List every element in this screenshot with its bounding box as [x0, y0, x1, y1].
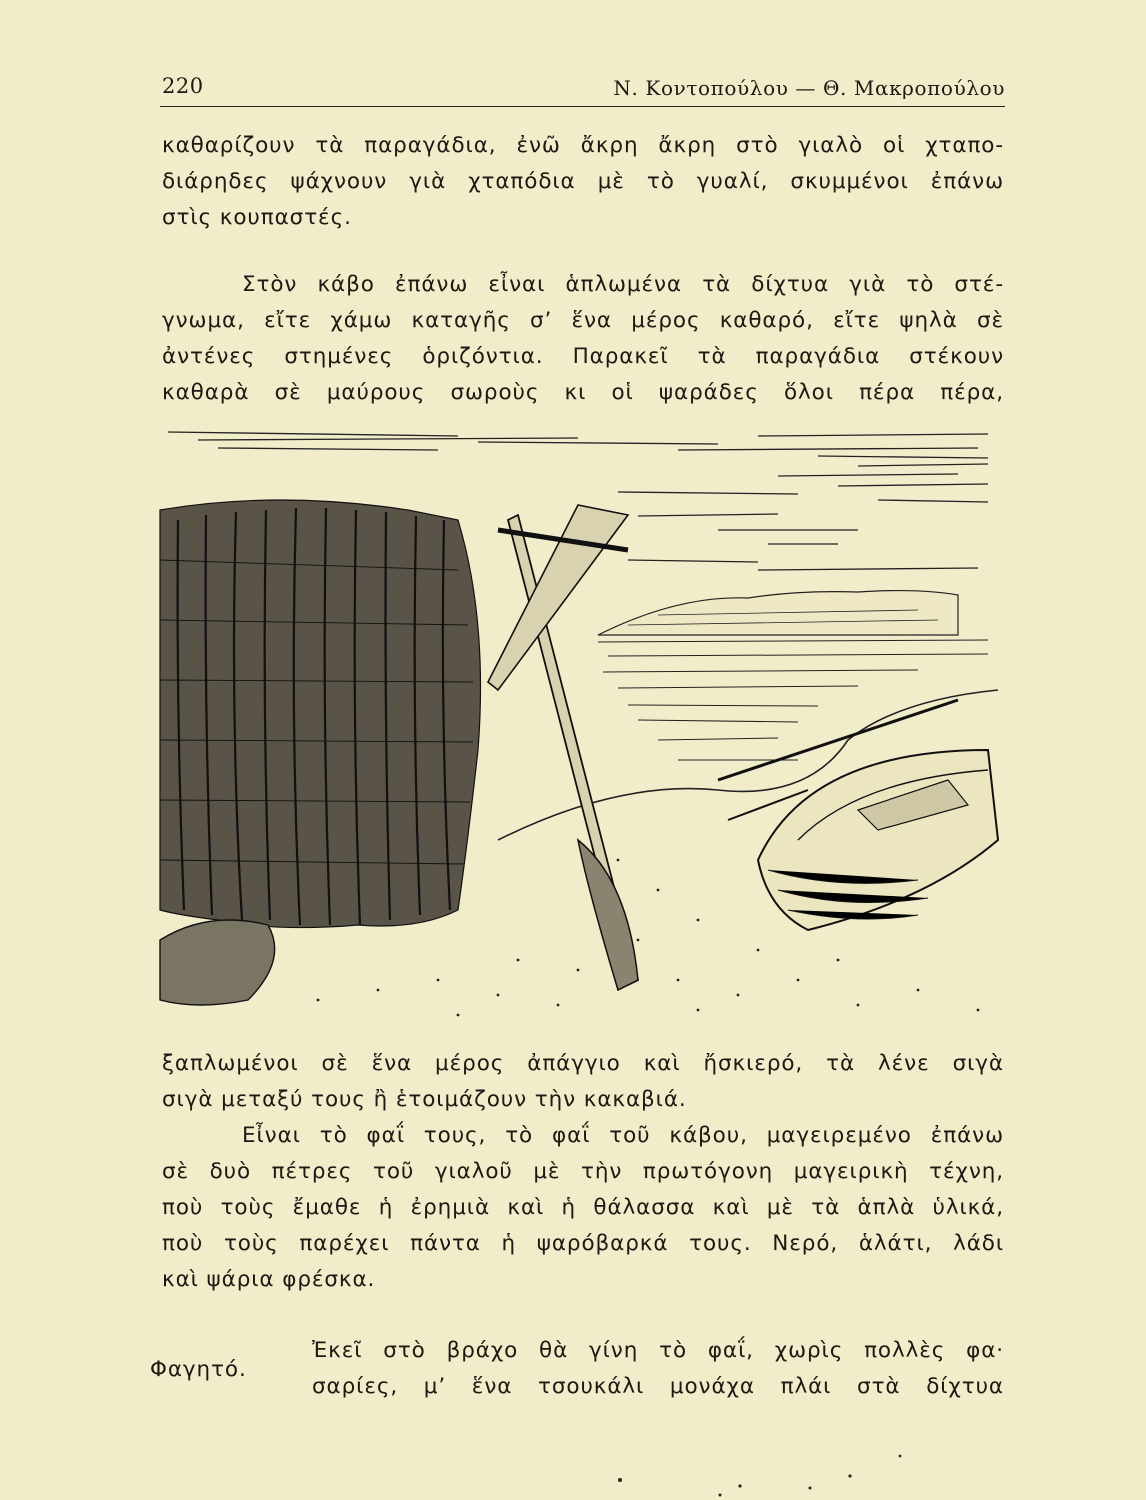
paragraph-5: [312, 1333, 1004, 1405]
paper-specks: [600, 1440, 940, 1500]
text-line: σὲ δυὸ πέτρες τοῦ γιαλοῦ μὲ τὴν πρωτόγονη μαγειρικὴ τέχνη,: [162, 1159, 1004, 1184]
paragraph-1: [162, 128, 1004, 236]
text-line: ξαπλωμένοι σὲ ἕνα μέρος ἀπάγγιο καὶ ἤσκιερό, τὰ λένε σιγὰ: [162, 1051, 1004, 1076]
text-line: Στὸν κάβο ἐπάνω εἶναι ἁπλωμένα τὰ δίχτυα γιὰ τὸ στέ-: [242, 272, 1004, 297]
text-line: διάρηδες ψάχνουν γιὰ χταπόδια μὲ τὸ γυαλί, σκυμμένοι ἐπάνω: [162, 169, 1004, 194]
page-number: 220: [162, 74, 204, 98]
text-line: ποὺ τοὺς ἔμαθε ἡ ἐρημιὰ καὶ ἡ θάλασσα καὶ μὲ τὰ ἁπλὰ ὑλικά,: [162, 1195, 1004, 1220]
text-line: ποὺ τοὺς παρέχει πάντα ἡ ψαρόβαρκά τους. Νερό, ἁλάτι, λάδι: [162, 1231, 1004, 1256]
text-line: καθαρίζουν τὰ παραγάδια, ἐνῶ ἄκρη ἄκρη στὸ γιαλὸ οἱ χταπο-: [162, 133, 1004, 158]
text-line: Εἶναι τὸ φαΐ τους, τὸ φαΐ τοῦ κάβου, μαγειρεμένο ἐπάνω: [242, 1123, 1004, 1148]
text-line: ἀντένες στημένες ὁριζόντια. Παρακεῖ τὰ παραγάδια στέκουν: [162, 344, 1004, 369]
margin-note: Φαγητό.: [150, 1357, 247, 1382]
text-line: στὶς κουπαστές.: [162, 205, 352, 230]
text-line: γνωμα, εἴτε χάμω καταγῆς σ’ ἕνα μέρος καθαρό, εἴτε ψηλὰ σὲ: [162, 308, 1004, 333]
text-line: καὶ ψάρια φρέσκα.: [162, 1267, 376, 1292]
text-line: σαρίες, μ’ ἕνα τσουκάλι μονάχα πλάι στὰ δίχτυα: [312, 1374, 1004, 1399]
text-line: σιγὰ μεταξύ τους ἢ ἑτοιμάζουν τὴν κακαβιά.: [162, 1087, 687, 1112]
paragraph-4: [162, 1118, 1004, 1298]
paragraph-3: [162, 1046, 1004, 1118]
text-line: Ἐκεῖ στὸ βράχο θὰ γίνη τὸ φαΐ, χωρὶς πολλὲς φα·: [312, 1338, 1004, 1363]
running-head: Ν. Κοντοπούλου — Θ. Μακροπούλου: [613, 76, 1005, 100]
page-header: [160, 70, 1005, 107]
nets-and-boat-illustration: [158, 420, 1004, 1030]
paragraph-2: [162, 267, 1004, 411]
text-line: καθαρὰ σὲ μαύρους σωροὺς κι οἱ ψαράδες ὅλοι πέρα πέρα,: [162, 380, 1004, 405]
